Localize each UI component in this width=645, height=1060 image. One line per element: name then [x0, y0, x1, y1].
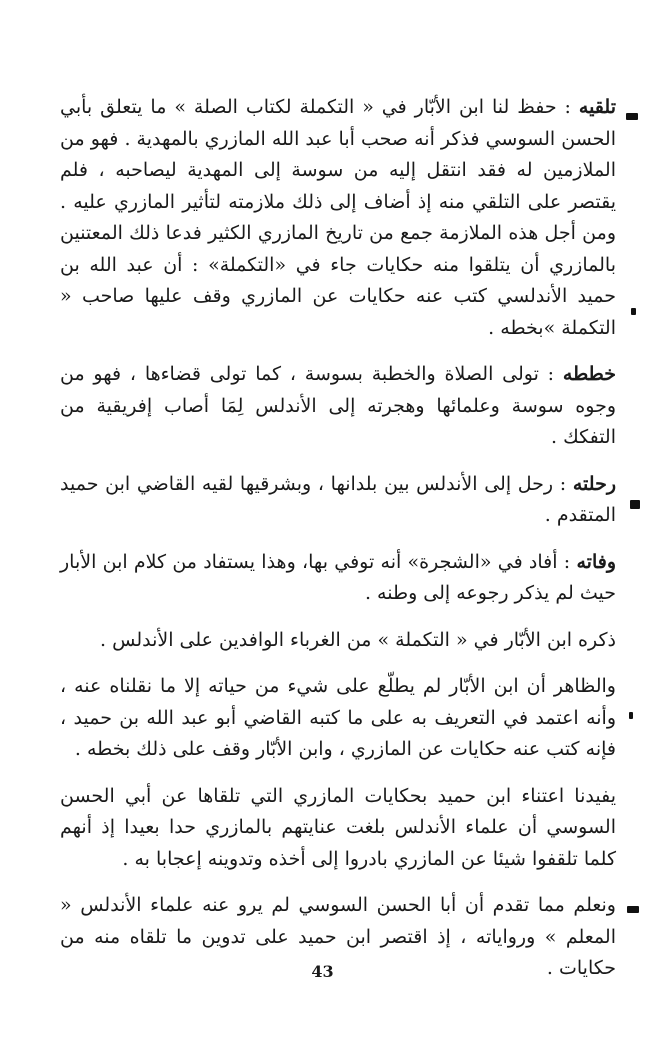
paragraph-text: ذكره ابن الأبّار في « التكملة » من الغرباء الوافدين على الأندلس . [100, 628, 616, 651]
paragraph-offices [60, 359, 616, 454]
paragraph-text: والظاهر أن ابن الأبّار لم يطلّع على شيء من حياته إلا ما نقلناه عنه ، وأنه اعتمد في التعريف به على ما كتبه القاضي أبو عبد الله بن حميد ، فإنه كتب عنه حكايات عن المازري ، وابن الأبّار وقف على ذلك بخطه . [60, 675, 616, 760]
margin-mark [629, 712, 633, 719]
paragraph-text: : حفظ لنا ابن الأبّار في « التكملة لكتاب الصلة » ما يتعلق بأبي الحسن السوسي فذكر أنه صحب أبا عبد الله المازري بالمهدية . فهو من الملازمين له فقد انتقل إليه من سوسة إلى المهدية ليصاحبه ، فلم يقتصر على التلقي منه إذ أضاف إلى ذلك ملازمته لتأثير المازري عليه . ومن أجل هذه الملازمة جمع من تاريخ المازري الكثير فدعا ذلك المعتنين بالمازري أن يتلقوا منه حكايات جاء في «التكملة» : أن عبد الله بن حميد الأندلسي كتب عنه حكايات عن المازري وقف عليها صاحب « التكملة »بخطه . [60, 96, 616, 339]
margin-mark [630, 500, 640, 509]
paragraph-text: : تولى الصلاة والخطبة بسوسة ، كما تولى قضاءها ، فهو من وجوه سوسة وعلمائها وهجرته إلى الأندلس لِمَا أصاب إفريقية من التفكك . [60, 363, 616, 448]
paragraph-text: يفيدنا اعتناء ابن حميد بحكايات المازري التي تلقاها عن أبي الحسن السوسي أن علماء الأندلس بلغت عنايتهم بالمازري حدا بعيدا إذ أنهم كلما تلقفوا شيئا عن المازري بادروا إلى أخذه وتدوينه إعجابا به . [60, 784, 616, 870]
paragraph-text: : أفاد في «الشجرة» أنه توفي بها، وهذا يستفاد من كلام ابن الأبار حيث لم يذكر رجوعه إلى وطنه . [60, 550, 616, 604]
section-label-reception: تلقيه [578, 96, 616, 118]
section-label-death: وفاته [576, 550, 616, 573]
paragraph-text: : رحل إلى الأندلس بين بلدانها ، وبشرقيها لقيه القاضي ابن حميد المتقدم . [60, 472, 616, 526]
section-label-offices: خططه [562, 363, 616, 385]
paragraph-reception [60, 92, 616, 344]
margin-mark [626, 113, 638, 120]
paragraph-mention [60, 625, 616, 657]
page-body [60, 92, 616, 1000]
paragraph-journey [60, 469, 616, 532]
page-number: 43 [311, 962, 334, 981]
paragraph-evidence [60, 671, 616, 766]
margin-mark [627, 906, 639, 913]
paragraph-interest [60, 781, 616, 876]
paragraph-death [60, 547, 616, 610]
paragraph-text: ونعلم مما تقدم أن أبا الحسن السوسي لم يرو عنه علماء الأندلس « المعلم » ورواياته ، إذ اقتصر ابن حميد على تدوين ما تلقاه منه من حكايات . [60, 894, 616, 979]
margin-mark [631, 308, 636, 315]
section-label-journey: رحلته [572, 472, 616, 495]
